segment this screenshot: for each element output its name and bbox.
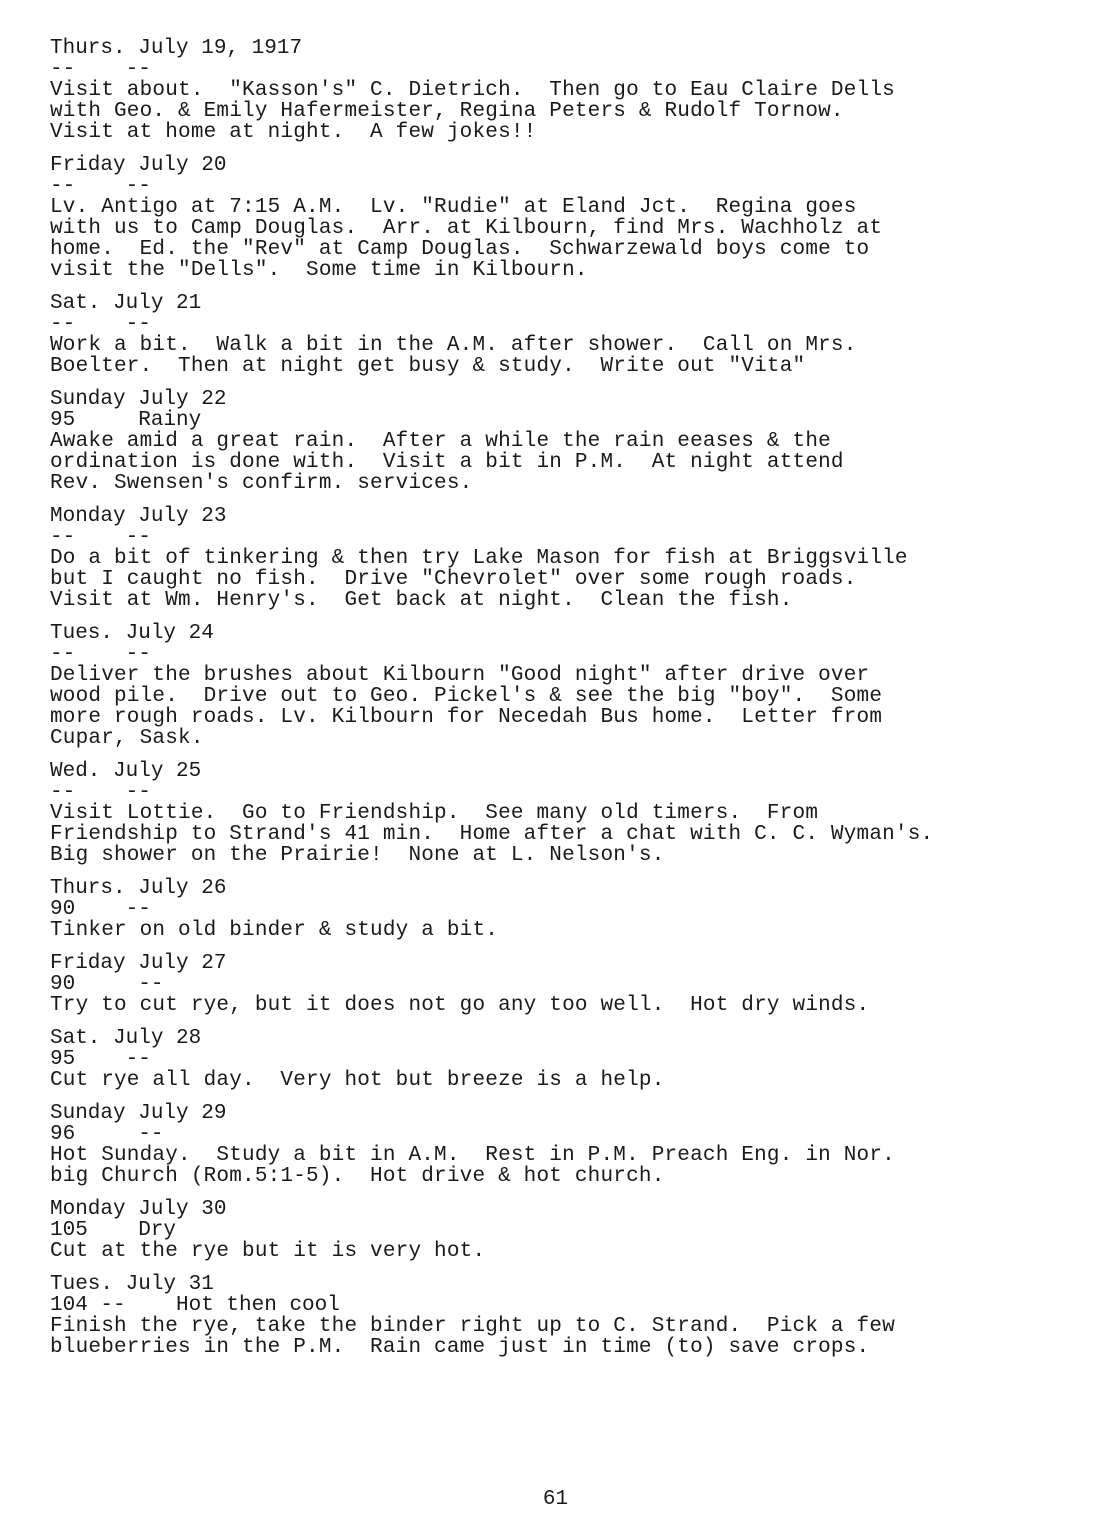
entry-weather: 96 -- [50, 1123, 164, 1146]
diary-entry-july-31 [50, 1274, 1090, 1358]
page-number: 61 [542, 1488, 569, 1511]
entry-line: Big shower on the Prairie! None at L. Nelson's. [50, 844, 665, 867]
entry-date: Monday July 23 [50, 505, 227, 528]
entry-line: Rev. Swensen's confirm. services. [50, 472, 473, 495]
entry-weather: 95 Rainy [50, 409, 202, 432]
entry-line: Finish the rye, take the binder right up to C. Strand. Pick a few [50, 1315, 895, 1338]
diary-entry-july-30 [50, 1199, 1090, 1262]
diary-entry-july-22 [50, 389, 1090, 494]
entry-date: Wed. July 25 [50, 760, 202, 783]
entry-line: visit the "Dells". Some time in Kilbourn. [50, 259, 588, 282]
entry-date: Tues. July 24 [50, 622, 214, 645]
entry-date: Friday July 20 [50, 154, 227, 177]
entry-weather: 90 -- [50, 973, 164, 996]
entry-weather: 105 Dry [50, 1219, 177, 1242]
entry-line: Deliver the brushes about Kilbourn "Good night" after drive over [50, 664, 870, 687]
diary-entry-july-25 [50, 761, 1090, 866]
entry-line: Visit at home at night. A few jokes!! [50, 121, 537, 144]
entry-date: Sunday July 22 [50, 388, 227, 411]
diary-entry-july-26 [50, 878, 1090, 941]
diary-entry-july-28 [50, 1028, 1090, 1091]
entry-line: Cupar, Sask. [50, 727, 204, 750]
diary-entry-july-23 [50, 506, 1090, 611]
entry-line: but I caught no fish. Drive "Chevrolet" over some rough roads. [50, 568, 857, 591]
entry-line: Cut at the rye but it is very hot. [50, 1240, 486, 1263]
diary-entry-july-21 [50, 293, 1090, 377]
entry-line: Try to cut rye, but it does not go any too well. Hot dry winds. [50, 994, 870, 1017]
entry-weather: -- -- [50, 175, 151, 198]
entry-line: Hot Sunday. Study a bit in A.M. Rest in P.M. Preach Eng. in Nor. [50, 1144, 895, 1167]
entry-date: Thurs. July 26 [50, 877, 227, 900]
entry-weather: -- -- [50, 58, 151, 81]
entry-weather: -- -- [50, 313, 151, 336]
entry-line: with Geo. & Emily Hafermeister, Regina Peters & Rudolf Tornow. [50, 100, 844, 123]
diary-page [50, 38, 1090, 1358]
entry-line: Awake amid a great rain. After a while the rain eeases & the [50, 430, 831, 453]
entry-line: Work a bit. Walk a bit in the A.M. after shower. Call on Mrs. [50, 334, 857, 357]
entry-line: Cut rye all day. Very hot but breeze is a help. [50, 1069, 665, 1092]
entry-weather: 95 -- [50, 1048, 151, 1071]
entry-weather: -- -- [50, 781, 151, 804]
entry-line: Visit about. "Kasson's" C. Dietrich. Then go to Eau Claire Dells [50, 79, 895, 102]
diary-entry-july-19 [50, 38, 1090, 143]
diary-entry-july-20 [50, 155, 1090, 281]
entry-line: Do a bit of tinkering & then try Lake Mason for fish at Briggsville [50, 547, 908, 570]
entry-weather: -- -- [50, 643, 151, 666]
entry-line: wood pile. Drive out to Geo. Pickel's & see the big "boy". Some [50, 685, 883, 708]
entry-weather: 90 -- [50, 898, 151, 921]
entry-weather: 104 -- Hot then cool [50, 1294, 340, 1317]
entry-line: Friendship to Strand's 41 min. Home after a chat with C. C. Wyman's. [50, 823, 934, 846]
entry-line: with us to Camp Douglas. Arr. at Kilbourn, find Mrs. Wachholz at [50, 217, 883, 240]
entry-date: Monday July 30 [50, 1198, 227, 1221]
entry-line: more rough roads. Lv. Kilbourn for Necedah Bus home. Letter from [50, 706, 883, 729]
diary-entry-july-29 [50, 1103, 1090, 1187]
entry-line: Visit at Wm. Henry's. Get back at night. Clean the fish. [50, 589, 793, 612]
entry-date: Sunday July 29 [50, 1102, 227, 1125]
entry-date: Sat. July 21 [50, 292, 202, 315]
entry-line: ordination is done with. Visit a bit in P.M. At night attend [50, 451, 844, 474]
entry-date: Sat. July 28 [50, 1027, 202, 1050]
diary-entry-july-24 [50, 623, 1090, 749]
entry-line: big Church (Rom.5:1-5). Hot drive & hot church. [50, 1165, 665, 1188]
entry-date: Thurs. July 19, 1917 [50, 37, 303, 60]
entry-line: Lv. Antigo at 7:15 A.M. Lv. "Rudie" at Eland Jct. Regina goes [50, 196, 857, 219]
entry-line: home. Ed. the "Rev" at Camp Douglas. Schwarzewald boys come to [50, 238, 870, 261]
entry-weather: -- -- [50, 526, 151, 549]
entry-line: Visit Lottie. Go to Friendship. See many old timers. From [50, 802, 819, 825]
entry-date: Friday July 27 [50, 952, 227, 975]
entry-date: Tues. July 31 [50, 1273, 214, 1296]
entry-line: Tinker on old binder & study a bit. [50, 919, 499, 942]
entry-line: Boelter. Then at night get busy & study. Write out "Vita" [50, 355, 806, 378]
diary-entry-july-27 [50, 953, 1090, 1016]
entry-line: blueberries in the P.M. Rain came just in time (to) save crops. [50, 1336, 870, 1359]
